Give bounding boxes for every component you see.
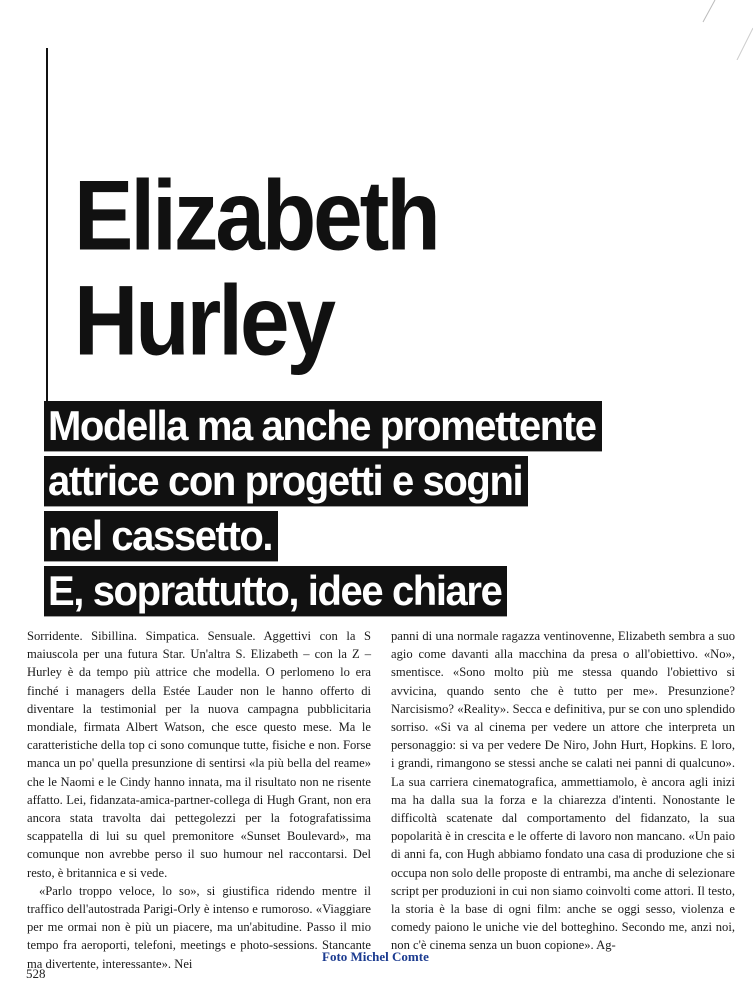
page-corner-mark (693, 0, 753, 60)
subtitle-line: E, soprattutto, idee chiare (44, 566, 507, 616)
photo-credit: Foto Michel Comte (322, 949, 429, 964)
body-paragraph: «Parlo troppo veloce, lo so», si giustifica ridendo mentre il traffico dell'autostrada Parigi-Orly è intenso e rumoroso. «Viaggiare per me ormai non è più un piacere, ma un'abitudine. Passo il mio tempo fra aeroporti, telefoni, meetings e photo-sessions. Stancante ma divertente, interessante». Nei (27, 883, 371, 971)
body-column-right (391, 627, 735, 955)
body-paragraph: panni di una normale ragazza ventinovenne, Elizabeth sembra a suo agio come davanti alla macchina da presa o all'obiettivo. «No», smentisce. «Sono molto più me stessa quando l'obiettivo si avvicina, quando sento che è tutto per me». Presunzione? Narcisismo? «Reality». Secca e definitiva, pur se con uno splendido sorriso. «Si va al cinema per vedere un attore che interpreta un personaggio: si va per vedere De Niro, John Hurt, Hopkins. E loro, i grandi, rimangono se stessi anche se calati nei panni di qualcuno». La sua carriera cinematografica, ammettiamolo, è ancora agli inizi ma ha dalla sua la forza e la chiarezza d'intenti. Nonostante le difficoltà scatenate dal comportamento del fidanzato, la sua popolarità è in crescita e le offerte di lavoro non mancano. «Un paio di anni fa, con Hugh abbiamo fondato una casa di produzione che si occupa non solo delle proposte di entrambi, ma anche di selezionare script per produzioni in cui non siamo coinvolti come attori. Il testo, la storia è la base di ogni film: anche se oggi sesso, violenza e comedy paiono le uniche vie del botteghino. Secondo me, anzi noi, non c'è cinema senza un buon copione». Ag- (391, 629, 735, 953)
title-line-first-name: Elizabeth (74, 158, 438, 271)
page-number: 528 (26, 966, 46, 981)
article-title (74, 158, 714, 376)
vertical-rule (46, 48, 48, 443)
body-column-left (27, 627, 371, 973)
subtitle-line: attrice con progetti e sogni (44, 456, 528, 506)
subtitle-line: Modella ma anche promettente (44, 401, 602, 451)
title-line-last-name: Hurley (74, 263, 333, 376)
article-subtitle (44, 398, 644, 618)
subtitle-line: nel cassetto. (44, 511, 278, 561)
body-paragraph: Sorridente. Sibillina. Simpatica. Sensuale. Aggettivi con la S maiuscola per una futura Star. Un'altra S. Elizabeth – con la Z – Hurley è da tempo più attrice che modella. O perlomeno lo era finché i managers della Estée Lauder non le hanno offerto di diventare la testimonial per la nuova campagna pubblicitaria mondiale, firmata Albert Watson, che esce questo mese. Ma le caratteristiche della top ci sono comunque tutte, fisiche e non. Forse manca un po' quella presunzione di sentirsi «la più bella del reame» che le Naomi e le Cindy hanno innata, ma il risultato non ne risente affatto. Lei, fidanzata-amica-partner-collega di Hugh Grant, non era ancora stata travolta dai pettegolezzi per la fotografatissima scappatella di lui su quel premonitore «Sunset Boulevard», ma comunque non avrebbe perso il suo humour nel raccontarsi. Del resto, è britannica e si vede. (27, 629, 371, 880)
